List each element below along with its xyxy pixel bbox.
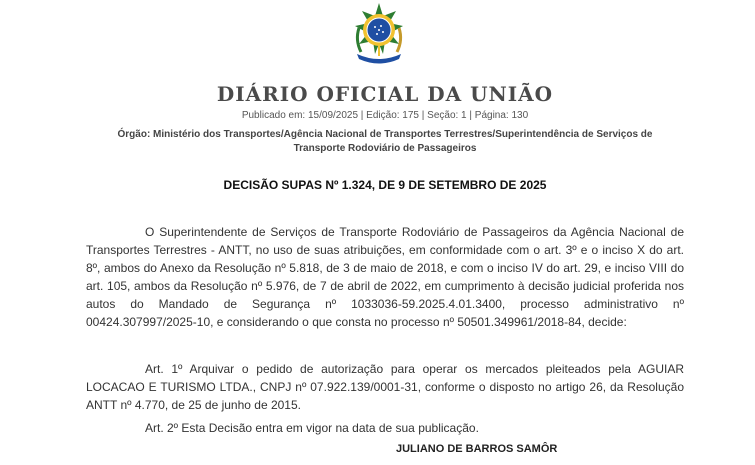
preamble-paragraph: O Superintendente de Serviços de Transporte Rodoviário de Passageiros da Agência Nacional de Transportes Terrestres - ANTT, no uso de suas atribuições, em conformidade com o art. 3º e o inciso X do art. 8º, ambos do Anexo da Resolução nº 5.818, de 3 de maio de 2018, e com o inciso IV do art. 29, e inciso VIII do art. 105, ambos da Resolução nº 5.976, de 7 de abril de 2022, em cumprimento à decisão judicial proferida nos autos do Mandado de Segurança nº 1033036-59.2025.4.01.3400, processo administrativo nº 00424.307997/2025-10, e considerando o que consta no processo nº 50501.349961/2018-84, decide: [86, 225, 684, 329]
issuing-organ: Órgão: Ministério dos Transportes/Agência Nacional de Transportes Terrestres/Superintendência de Serviços de Transporte Rodoviário de Passageiros [117, 129, 653, 154]
brazil-coat-of-arms-icon [347, 2, 411, 66]
publication-info: Publicado em: 15/09/2025 | Edição: 175 | Seção: 1 | Página: 130 [241, 110, 529, 121]
gazette-title: DIÁRIO OFICIAL DA UNIÃO [216, 82, 554, 106]
signatory-name: JULIANO DE BARROS SAMÔR [396, 443, 558, 455]
article-1-paragraph: Art. 1º Arquivar o pedido de autorização para operar os mercados pleiteados pela AGUIAR LOCACAO E TURISMO LTDA., CNPJ nº 07.922.139/0001-31, conforme o disposto no artigo 26, da Resolução ANTT nº 4.770, de 25 de junho de 2015. [86, 362, 684, 412]
decision-heading: DECISÃO SUPAS Nº 1.324, DE 9 DE SETEMBRO DE 2025 [223, 178, 547, 192]
article-2-paragraph: Art. 2º Esta Decisão entra em vigor na data de sua publicação. [145, 421, 479, 435]
